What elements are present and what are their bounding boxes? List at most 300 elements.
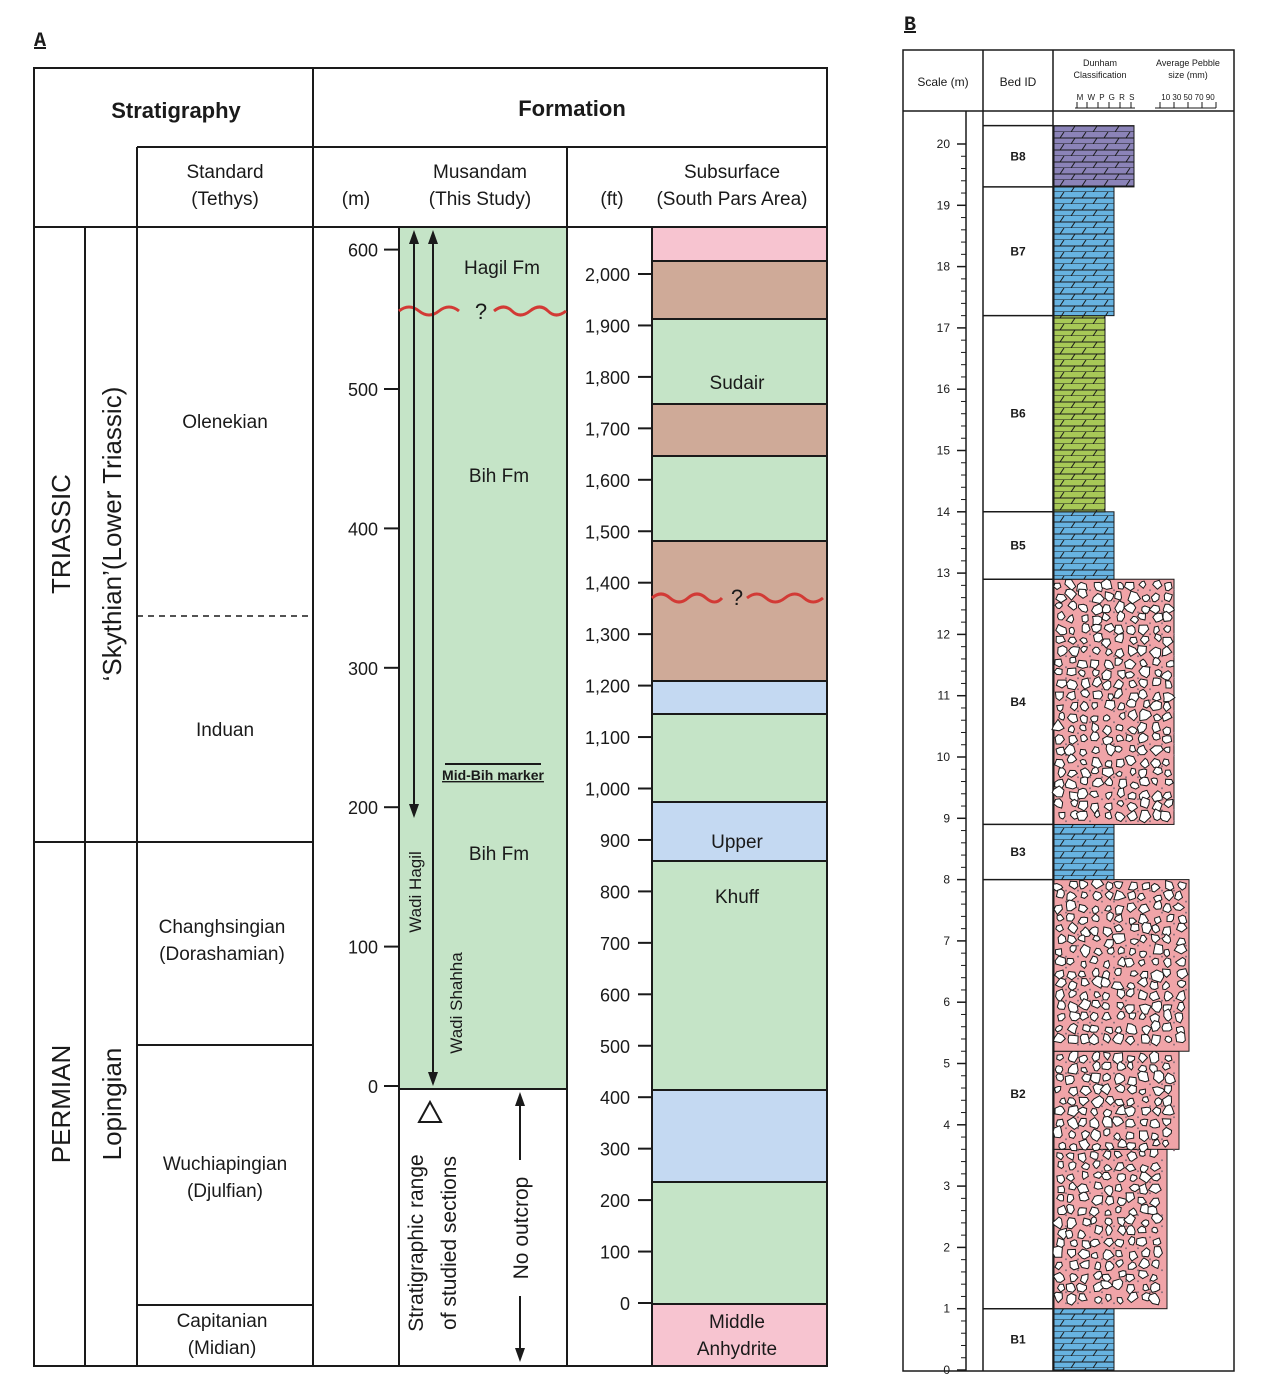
clast [1116, 1251, 1123, 1257]
label-bih-fm-lower: Bih Fm [468, 844, 530, 865]
clast [1068, 1035, 1078, 1043]
header-dunham-letters: M W P G R S [1076, 93, 1136, 102]
matrix-grain [1161, 1083, 1163, 1085]
label-middle: Middle [709, 1312, 765, 1333]
matrix-grain [1173, 589, 1175, 591]
matrix-grain [1125, 1127, 1127, 1129]
clast [1140, 777, 1150, 786]
bed-id-b6: B6 [1010, 406, 1026, 421]
panel-a [34, 30, 827, 1366]
matrix-grain [1137, 1280, 1139, 1282]
matrix-grain [1137, 989, 1139, 991]
system-triassic: TRIASSIC [46, 474, 76, 594]
matrix-grain [1089, 1083, 1091, 1085]
matrix-grain [1077, 1302, 1079, 1304]
clast [1077, 660, 1088, 668]
matrix-grain [1149, 1192, 1151, 1194]
matrix-grain [1137, 754, 1139, 756]
matrix-grain [1149, 1291, 1151, 1293]
bed-b8-pattern [1054, 126, 1134, 187]
matrix-grain [1161, 934, 1163, 936]
matrix-grain [1101, 798, 1103, 800]
bed-id-b7: B7 [1010, 244, 1026, 259]
matrix-grain [1137, 1192, 1139, 1194]
clast [1160, 811, 1170, 822]
clast [1067, 680, 1078, 690]
matrix-grain [1065, 967, 1067, 969]
matrix-grain [1161, 633, 1163, 635]
matrix-grain [1125, 989, 1127, 991]
matrix-grain [1137, 776, 1139, 778]
matrix-grain [1077, 901, 1079, 903]
clast [1115, 746, 1122, 752]
matrix-grain [1149, 644, 1151, 646]
matrix-grain [1125, 1033, 1127, 1035]
header-standard: Standard [186, 162, 264, 183]
header-dunham: Dunham [1082, 58, 1118, 68]
clast [1102, 1116, 1112, 1127]
stage-wuchiapingian: Wuchiapingian [162, 1154, 288, 1175]
m-tick-label: 100 [347, 937, 378, 958]
matrix-grain [1089, 1044, 1091, 1046]
matrix-grain [1113, 1159, 1115, 1161]
matrix-grain [1077, 978, 1079, 980]
ft-tick-label: 1,100 [584, 728, 630, 749]
matrix-grain [1077, 710, 1079, 712]
matrix-grain [1065, 1258, 1067, 1260]
series-skythian: ‘Skythian’(Lower Triassic) [97, 386, 127, 682]
stage-dorashamian: (Dorashamian) [159, 944, 285, 965]
matrix-grain [1113, 776, 1115, 778]
matrix-grain [1137, 1170, 1139, 1172]
matrix-grain [1077, 677, 1079, 679]
matrix-grain [1101, 912, 1103, 914]
clast [1056, 889, 1064, 898]
matrix-grain [1149, 978, 1151, 980]
matrix-grain [1077, 1170, 1079, 1172]
scale-tick-label: 20 [936, 137, 950, 151]
matrix-grain [1113, 743, 1115, 745]
matrix-grain [1077, 765, 1079, 767]
label-wadi-hagil: Wadi Hagil [406, 851, 425, 933]
scale-tick-label: 3 [943, 1179, 950, 1194]
matrix-grain [1149, 1094, 1151, 1096]
matrix-grain [1137, 1214, 1139, 1216]
ft-tick-label: 300 [599, 1139, 630, 1160]
clast [1142, 1034, 1151, 1043]
clast [1140, 1119, 1147, 1126]
stage-changhsingian: Changhsingian [158, 917, 286, 938]
matrix-grain [1077, 945, 1079, 947]
subsurface-band [652, 456, 827, 541]
matrix-grain [1101, 1236, 1103, 1238]
matrix-grain [1113, 978, 1115, 980]
matrix-grain [1089, 1214, 1091, 1216]
header-pebble-ticks: 10 30 50 70 90 [1161, 93, 1215, 102]
matrix-grain [1065, 1269, 1067, 1271]
log-beds [983, 126, 1189, 1370]
scale-tick-label: 15 [936, 443, 950, 458]
matrix-grain [1173, 732, 1175, 734]
matrix-grain [1101, 1022, 1103, 1024]
clast [1126, 1132, 1134, 1139]
matrix-grain [1113, 1072, 1115, 1074]
matrix-grain [1173, 1011, 1175, 1013]
clast [1105, 761, 1112, 768]
matrix-grain [1137, 1116, 1139, 1118]
clast [1053, 1246, 1062, 1257]
matrix-grain [1065, 1225, 1067, 1227]
matrix-grain [1077, 1011, 1079, 1013]
bed-b1-pattern [1054, 1309, 1114, 1370]
panel-b [903, 14, 1234, 1377]
matrix-grain [1065, 1000, 1067, 1002]
matrix-grain [1101, 890, 1103, 892]
scale-tick-label: 17 [936, 320, 950, 335]
matrix-grain [1137, 743, 1139, 745]
clast [1119, 1271, 1126, 1278]
label-stratigraphic-range: Stratigraphic range [405, 1154, 428, 1332]
subsurface-band [652, 681, 827, 714]
stage-capitanian: Capitanian [176, 1311, 268, 1332]
m-tick-label: 500 [347, 380, 378, 400]
matrix-grain [1173, 934, 1175, 936]
ft-tick-label: 1,900 [584, 316, 630, 337]
label-wadi-shahha: Wadi Shahha [447, 952, 466, 1054]
m-scale-axis [348, 241, 398, 1097]
scale-tick-label: 16 [936, 382, 950, 397]
stage-olenekian: Olenekian [182, 412, 268, 433]
matrix-grain [1101, 1044, 1103, 1046]
matrix-grain [1173, 677, 1175, 679]
matrix-grain [1113, 787, 1115, 789]
clast [1054, 669, 1062, 675]
matrix-grain [1065, 1033, 1067, 1035]
clast [1067, 668, 1076, 676]
matrix-grain [1125, 1225, 1127, 1227]
scale-tick-label: 13 [936, 566, 950, 581]
clast [1102, 1003, 1110, 1010]
clast [1142, 606, 1150, 613]
matrix-grain [1089, 890, 1091, 892]
clast [1128, 891, 1136, 900]
clast [1102, 605, 1110, 613]
clast [1082, 615, 1088, 623]
matrix-grain [1149, 633, 1151, 635]
bed-id-b2: B2 [1010, 1087, 1026, 1102]
matrix-grain [1137, 1044, 1139, 1046]
matrix-grain [1089, 1291, 1091, 1293]
matrix-grain [1137, 1269, 1139, 1271]
matrix-grain [1065, 1170, 1067, 1172]
clast [1155, 670, 1162, 677]
scale-tick-label: 10 [936, 750, 950, 764]
matrix-grain [1101, 765, 1103, 767]
matrix-grain [1065, 820, 1067, 822]
label-hagil-fm: Hagil Fm [463, 258, 541, 279]
ft-tick-label: 100 [599, 1242, 630, 1263]
matrix-grain [1137, 1247, 1139, 1249]
ft-tick-label: 1,300 [584, 625, 630, 646]
header-stratigraphy: Stratigraphy [111, 98, 241, 123]
clast [1150, 981, 1158, 989]
clast [1153, 678, 1161, 686]
matrix-grain [1125, 622, 1127, 624]
matrix-grain [1101, 1033, 1103, 1035]
matrix-grain [1113, 1258, 1115, 1260]
bed-b7-pattern [1054, 187, 1114, 316]
stage-midian: (Midian) [187, 1338, 257, 1359]
matrix-grain [1149, 1258, 1151, 1260]
unconformity-question-musandam: ? [474, 299, 488, 324]
matrix-grain [1149, 589, 1151, 591]
clast [1059, 1142, 1066, 1149]
matrix-grain [1149, 600, 1151, 602]
matrix-grain [1185, 956, 1187, 958]
clast [1089, 1025, 1098, 1032]
ft-tick-label: 1,700 [584, 419, 630, 440]
matrix-grain [1089, 989, 1091, 991]
header-south-pars: (South Pars Area) [656, 189, 808, 210]
matrix-grain [1089, 820, 1091, 822]
matrix-grain [1065, 1291, 1067, 1293]
matrix-grain [1161, 890, 1163, 892]
matrix-grain [1101, 699, 1103, 701]
matrix-grain [1113, 1170, 1115, 1172]
matrix-grain [1137, 1011, 1139, 1013]
clast [1115, 591, 1122, 600]
scale-tick-label: 0 [943, 1363, 950, 1377]
clast [1080, 725, 1086, 731]
clast [1091, 716, 1098, 722]
clast [1081, 777, 1088, 785]
matrix-grain [1125, 1105, 1127, 1107]
clast [1069, 627, 1074, 634]
ft-tick-label: 1,000 [584, 779, 630, 800]
matrix-grain [1185, 912, 1187, 914]
ft-tick-label: 500 [599, 1036, 630, 1057]
matrix-grain [1125, 1083, 1127, 1085]
panel-b-label: B [904, 14, 917, 37]
matrix-grain [1149, 1105, 1151, 1107]
matrix-grain [1077, 699, 1079, 701]
matrix-grain [1125, 1116, 1127, 1118]
scale-tick-label: 7 [943, 933, 950, 948]
matrix-grain [1137, 901, 1139, 903]
scale-tick-label: 8 [943, 872, 950, 887]
matrix-grain [1137, 655, 1139, 657]
clast [1167, 914, 1174, 921]
clast [1056, 1074, 1064, 1082]
matrix-grain [1173, 1105, 1175, 1107]
clast [1067, 914, 1075, 922]
ft-tick-label: 1,500 [584, 522, 630, 543]
header-tethys: (Tethys) [191, 189, 259, 210]
subsurface-band [652, 227, 827, 261]
matrix-grain [1065, 1072, 1067, 1074]
matrix-grain [1173, 820, 1175, 822]
matrix-grain [1137, 688, 1139, 690]
matrix-grain [1077, 989, 1079, 991]
clast [1162, 1023, 1172, 1031]
matrix-grain [1089, 1236, 1091, 1238]
matrix-grain [1089, 787, 1091, 789]
matrix-grain [1065, 1127, 1067, 1129]
matrix-grain [1077, 688, 1079, 690]
matrix-grain [1125, 1280, 1127, 1282]
matrix-grain [1149, 956, 1151, 958]
matrix-grain [1077, 1000, 1079, 1002]
matrix-grain [1101, 1170, 1103, 1172]
clast [1102, 1062, 1111, 1070]
matrix-grain [1173, 1149, 1175, 1151]
ft-tick-label: 1,200 [584, 676, 630, 697]
m-tick-label: 400 [347, 519, 378, 540]
clast [1059, 712, 1065, 720]
clast [1055, 1066, 1063, 1073]
matrix-grain [1113, 721, 1115, 723]
matrix-grain [1125, 1061, 1127, 1063]
scale-tick-label: 9 [943, 811, 950, 826]
matrix-grain [1149, 699, 1151, 701]
matrix-grain [1089, 677, 1091, 679]
m-tick-label: 200 [347, 798, 378, 819]
matrix-grain [1161, 1159, 1163, 1161]
matrix-grain [1101, 1159, 1103, 1161]
header-pebble: Average Pebble [1156, 58, 1220, 68]
header-m-unit: (m) [341, 189, 371, 210]
subsurface-column [652, 227, 827, 1366]
ft-tick-label: 1,400 [584, 573, 630, 594]
header-scale: Scale (m) [917, 75, 969, 89]
matrix-grain [1101, 1000, 1103, 1002]
matrix-grain [1089, 1072, 1091, 1074]
matrix-grain [1161, 912, 1163, 914]
scale-tick-label: 19 [936, 198, 950, 213]
matrix-grain [1137, 945, 1139, 947]
label-upper: Upper [711, 832, 763, 853]
matrix-grain [1161, 1291, 1163, 1293]
clast [1105, 812, 1111, 819]
clast [1080, 759, 1087, 764]
matrix-grain [1077, 1116, 1079, 1118]
matrix-grain [1173, 1083, 1175, 1085]
clast [1057, 1001, 1065, 1009]
subsurface-band [652, 541, 827, 681]
matrix-grain [1077, 1291, 1079, 1293]
matrix-grain [1089, 655, 1091, 657]
matrix-grain [1077, 934, 1079, 936]
matrix-grain [1149, 688, 1151, 690]
matrix-grain [1173, 923, 1175, 925]
matrix-grain [1173, 956, 1175, 958]
matrix-grain [1149, 622, 1151, 624]
clast [1127, 626, 1136, 635]
clast [1070, 657, 1076, 663]
matrix-grain [1113, 589, 1115, 591]
clast [1142, 595, 1149, 602]
clast [1115, 1184, 1122, 1191]
bed-b5-pattern [1054, 512, 1114, 579]
matrix-grain [1065, 890, 1067, 892]
header-pebble-size: size (mm) [1168, 70, 1208, 80]
matrix-grain [1065, 677, 1067, 679]
matrix-grain [1125, 820, 1127, 822]
clast [1069, 1144, 1076, 1151]
clast [1130, 782, 1139, 789]
matrix-grain [1101, 1149, 1103, 1151]
matrix-grain [1137, 1127, 1139, 1129]
matrix-grain [1089, 633, 1091, 635]
matrix-grain [1173, 1000, 1175, 1002]
matrix-grain [1113, 798, 1115, 800]
label-khuff: Khuff [714, 887, 760, 908]
clast [1136, 1238, 1146, 1247]
label-bih-fm-upper: Bih Fm [468, 466, 530, 487]
matrix-grain [1173, 890, 1175, 892]
scale-tick-label: 12 [936, 627, 950, 642]
stratigraphic-range-triangle-icon [419, 1102, 441, 1122]
series-lopingian: Lopingian [97, 1047, 127, 1161]
matrix-grain [1173, 754, 1175, 756]
matrix-grain [1113, 600, 1115, 602]
matrix-grain [1089, 1225, 1091, 1227]
matrix-grain [1101, 776, 1103, 778]
clast [1153, 944, 1163, 954]
matrix-grain [1077, 923, 1079, 925]
matrix-grain [1113, 1247, 1115, 1249]
matrix-grain [1101, 589, 1103, 591]
matrix-grain [1161, 611, 1163, 613]
matrix-grain [1137, 1149, 1139, 1151]
matrix-grain [1113, 710, 1115, 712]
matrix-grain [1065, 1302, 1067, 1304]
clast [1126, 735, 1133, 742]
panel-a-label: A [34, 30, 47, 53]
matrix-grain [1173, 1072, 1175, 1074]
clast [1094, 633, 1103, 642]
ft-tick-label: 2,000 [584, 265, 630, 285]
matrix-grain [1137, 589, 1139, 591]
header-ft-unit: (ft) [600, 189, 624, 210]
matrix-grain [1101, 1105, 1103, 1107]
matrix-grain [1113, 1302, 1115, 1304]
label-sudair: Sudair [709, 373, 765, 394]
matrix-grain [1089, 1192, 1091, 1194]
matrix-grain [1161, 1061, 1163, 1063]
matrix-grain [1173, 633, 1175, 635]
matrix-grain [1137, 798, 1139, 800]
ft-tick-label: 700 [599, 933, 630, 954]
matrix-grain [1137, 1291, 1139, 1293]
clast [1116, 725, 1123, 731]
matrix-grain [1101, 1203, 1103, 1205]
matrix-grain [1077, 644, 1079, 646]
matrix-grain [1101, 1258, 1103, 1260]
matrix-grain [1161, 765, 1163, 767]
matrix-grain [1149, 945, 1151, 947]
matrix-grain [1137, 721, 1139, 723]
matrix-grain [1173, 710, 1175, 712]
matrix-grain [1113, 956, 1115, 958]
matrix-grain [1065, 956, 1067, 958]
scale-tick-label: 1 [943, 1301, 950, 1316]
matrix-grain [1077, 890, 1079, 892]
matrix-grain [1125, 956, 1127, 958]
matrix-grain [1089, 589, 1091, 591]
bed-id-b5: B5 [1010, 538, 1026, 553]
matrix-grain [1065, 699, 1067, 701]
